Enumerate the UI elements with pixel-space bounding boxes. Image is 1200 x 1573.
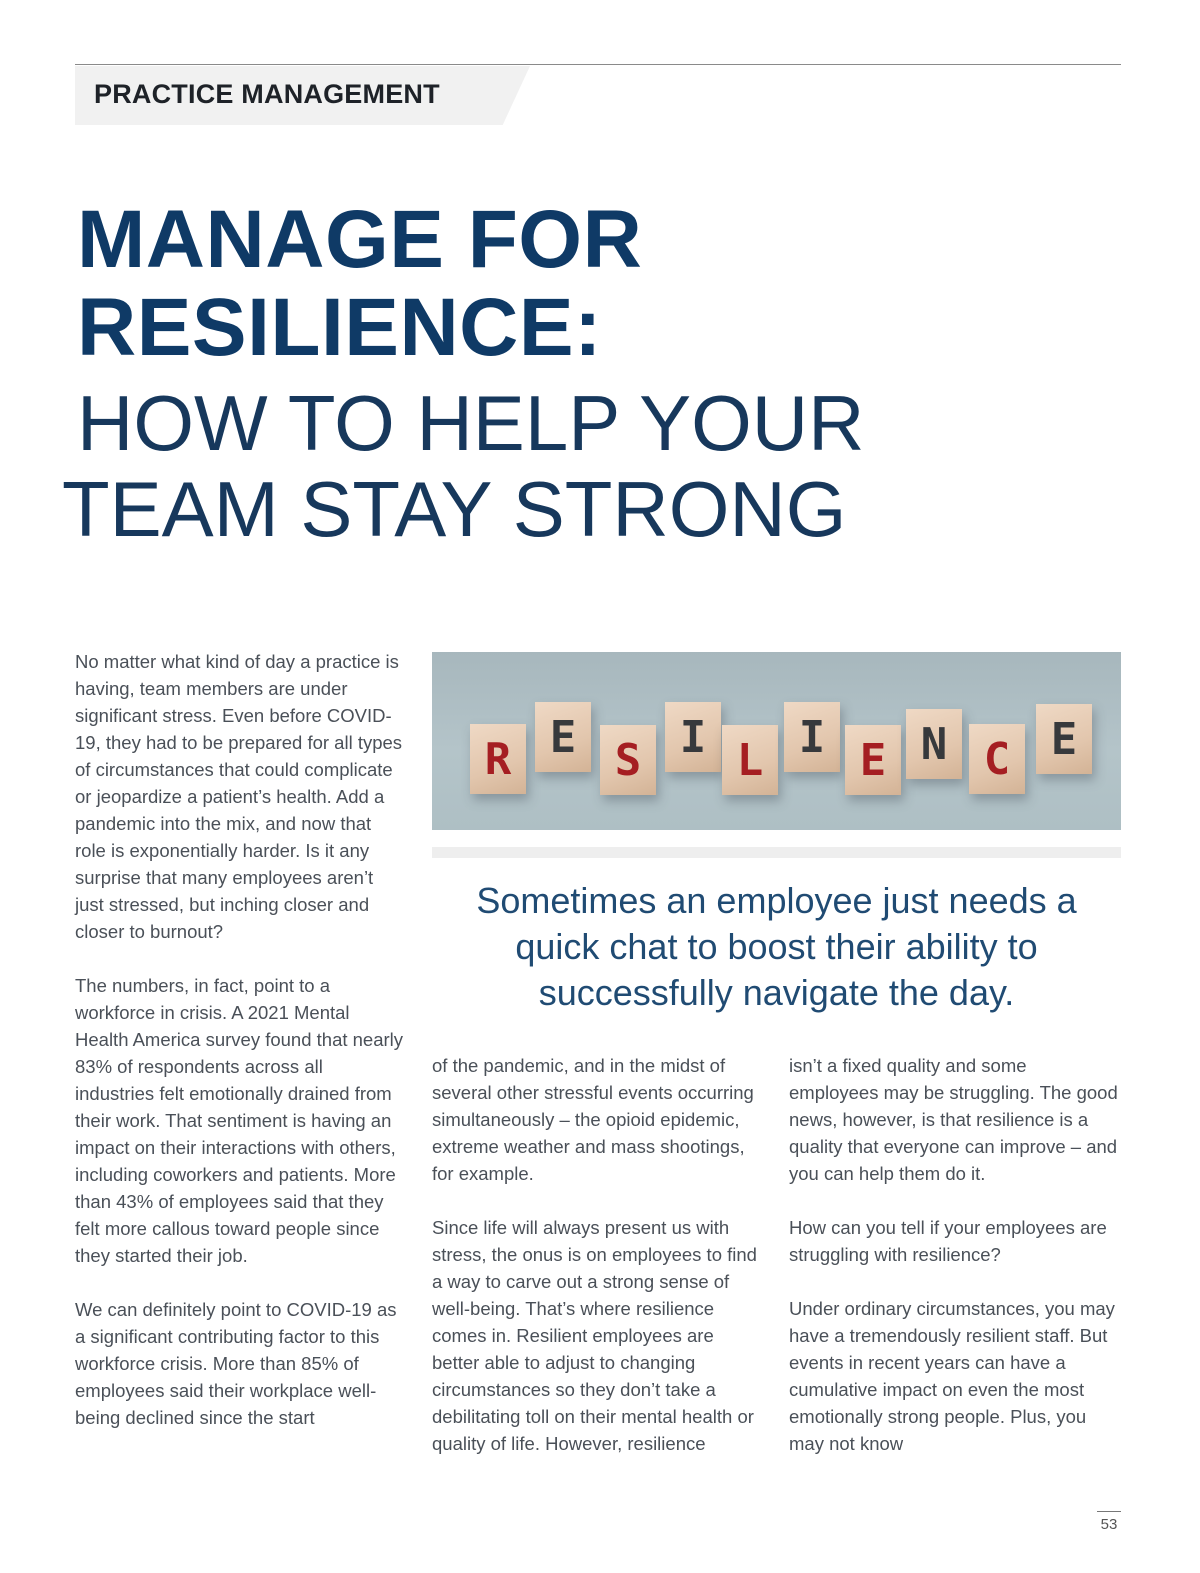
page-number: 53 [1100, 1516, 1118, 1533]
block-letter: C [983, 733, 1011, 785]
letter-block [470, 724, 526, 794]
title-bold-line-2: RESILIENCE: [77, 282, 602, 373]
block-letter: E [1050, 713, 1078, 765]
paragraph: How can you tell if your employees are struggling with resilience? [789, 1217, 1107, 1265]
letter-block [906, 709, 962, 779]
block-letter: S [614, 734, 642, 786]
letter-block [845, 725, 901, 795]
letter-block [600, 725, 656, 795]
body-column-2 [432, 1052, 764, 1457]
subtitle-line-2: TEAM STAY STRONG [62, 465, 847, 553]
paragraph: Under ordinary circumstances, you may have a tremendously resilient staff. But events in recent years can have a cumulative impact on even the most emotionally strong people. Plus, you may not know [789, 1298, 1115, 1454]
block-letter: L [736, 734, 764, 786]
paragraph: isn’t a fixed quality and some employees may be struggling. The good news, however, is that resilience is a quality that everyone can improve – and you can help them do it. [789, 1055, 1118, 1184]
body-column-3 [789, 1052, 1121, 1457]
letter-block [1036, 704, 1092, 774]
block-letter: E [549, 711, 577, 763]
block-letter: I [679, 711, 707, 763]
paragraph: of the pandemic, and in the midst of several other stressful events occurring simultaneously – the opioid epidemic, extreme weather and mass shootings, for example. [432, 1055, 754, 1184]
letter-block [784, 702, 840, 772]
block-letter: E [859, 734, 887, 786]
photo-divider [432, 847, 1121, 858]
section-label: PRACTICE MANAGEMENT [94, 79, 440, 109]
article-title-bold [77, 196, 642, 372]
header-rule [75, 64, 1121, 65]
subtitle-line-1: HOW TO HELP YOUR [77, 379, 865, 467]
letter-block [969, 724, 1025, 794]
paragraph: No matter what kind of day a practice is having, team members are under significant stress. Even before COVID-19, they had to be prepared for all types of circumstances that could complicate or jeopardize a patient’s health. Add a pandemic into the mix, and now that role is exponentially harder. Is it any surprise that many employees aren’t just stressed, but inching closer and closer to burnout? [75, 651, 403, 942]
block-letter: I [798, 711, 826, 763]
paragraph: We can definitely point to COVID-19 as a significant contributing factor to this workforce crisis. More than 85% of employees said their workplace well-being declined since the start [75, 1299, 397, 1428]
block-letter: R [484, 733, 512, 785]
paragraph: Since life will always present us with stress, the onus is on employees to find a way to carve out a strong sense of well-being. That’s where resilience comes in. Resilient employees are better able to adjust to changing circumstances so they don’t take a debilitating toll on their mental health or quality of life. However, resilience [432, 1217, 757, 1454]
letter-block [722, 725, 778, 795]
letter-block [665, 702, 721, 772]
letter-block [535, 702, 591, 772]
body-column-1 [75, 648, 407, 1431]
title-bold-line-1: MANAGE FOR [77, 194, 643, 285]
article-subtitle [62, 380, 864, 552]
pull-quote: Sometimes an employee just needs a quick chat to boost their ability to successfully navigate the day. [476, 880, 1077, 1013]
resilience-blocks-photo [432, 652, 1121, 830]
block-letter: N [920, 718, 948, 770]
paragraph: The numbers, in fact, point to a workforce in crisis. A 2021 Mental Health America survey found that nearly 83% of respondents across all industries felt emotionally drained from their work. That sentiment is having an impact on their interactions with others, including coworkers and patients. More than 43% of employees said that they felt more callous toward people since they started their job. [75, 975, 404, 1266]
page-number-rule [1097, 1511, 1121, 1512]
